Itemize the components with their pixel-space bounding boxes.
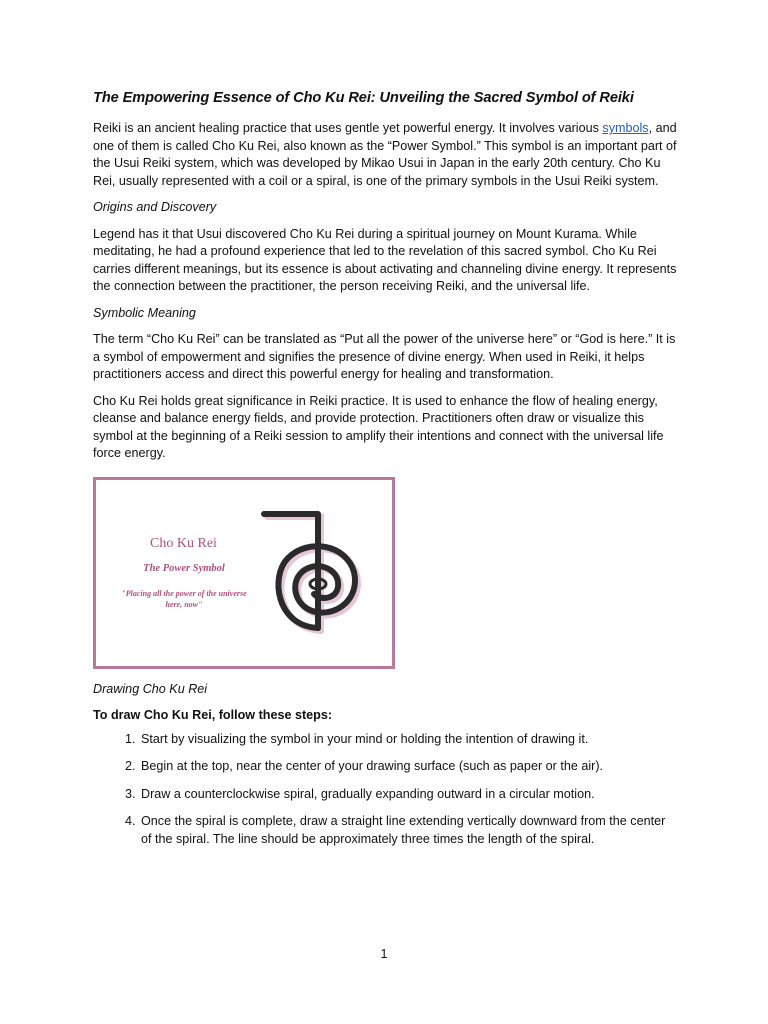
intro-paragraph <box>93 120 679 190</box>
figure-title: Cho Ku Rei <box>150 535 217 551</box>
symbolic-meaning-paragraph-2: Cho Ku Rei holds great significance in Reiki practice. It is used to enhance the flow of healing energy, cleanse and balance energy fields, and provide protection. Practitioners often draw or visualize this symbol at the beginning of a Reiki session to amplify their intentions and connect with the universal life force energy. <box>93 393 664 460</box>
document-title: The Empowering Essence of Cho Ku Rei: Unveiling the Sacred Symbol of Reiki <box>93 90 634 106</box>
intro-text-end: , and one of them is called Cho Ku Rei, also known as the “Power Symbol.” This symbol is an important part of the Usui Reiki system, which was developed by Mikao Usui in Japan in the early 20th century. Cho Ku Rei, usually represented with a coil or a spiral, is one of the primary symbols in the Usui Reiki system. <box>93 121 677 188</box>
section-heading-origins: Origins and Discovery <box>93 200 217 214</box>
steps-intro: To draw Cho Ku Rei, follow these steps: <box>93 708 333 722</box>
document-body <box>93 88 679 858</box>
figure-quote: "Placing all the power of the universe here, now" <box>121 588 247 609</box>
cho-ku-rei-figure <box>93 477 395 669</box>
section-heading-drawing: Drawing Cho Ku Rei <box>93 681 208 696</box>
symbolic-meaning-paragraph-1: The term “Cho Ku Rei” can be translated as “Put all the power of the universe here” or “God is here.” It is a symbol of empowerment and signifies the presence of divine energy. When used in Reiki, it helps practitioners access and direct this powerful energy for healing and transformation. <box>93 332 676 381</box>
figure-subtitle: The Power Symbol <box>143 562 225 574</box>
list-item: 3. Draw a counterclockwise spiral, gradually expanding outward in a circular motion. <box>139 786 679 804</box>
steps-list <box>93 731 679 849</box>
section-heading-symbolic-meaning: Symbolic Meaning <box>93 305 196 320</box>
list-item: 4. Once the spiral is complete, draw a straight line extending vertically downward from the center of the spiral. The line should be approximately three times the length of the spiral. <box>139 813 679 848</box>
list-item: 2. Begin at the top, near the center of your drawing surface (such as paper or the air). <box>139 758 679 776</box>
symbols-link[interactable]: symbols <box>602 121 649 135</box>
intro-text-start: Reiki is an ancient healing practice that uses gentle yet powerful energy. It involves various <box>93 121 603 135</box>
page-number: 1 <box>380 947 388 961</box>
cho-ku-rei-symbol-icon <box>256 506 376 636</box>
list-item: 1. Start by visualizing the symbol in your mind or holding the intention of drawing it. <box>139 731 679 749</box>
origins-paragraph: Legend has it that Usui discovered Cho Ku Rei during a spiritual journey on Mount Kurama. While meditating, he had a profound experience that led to the revelation of this sacred symbol. Cho Ku Rei carries different meanings, but its essence is about activating and channeling divine energy. It represents the connection between the practitioner, the person receiving Reiki, and the universal life. <box>93 226 677 293</box>
